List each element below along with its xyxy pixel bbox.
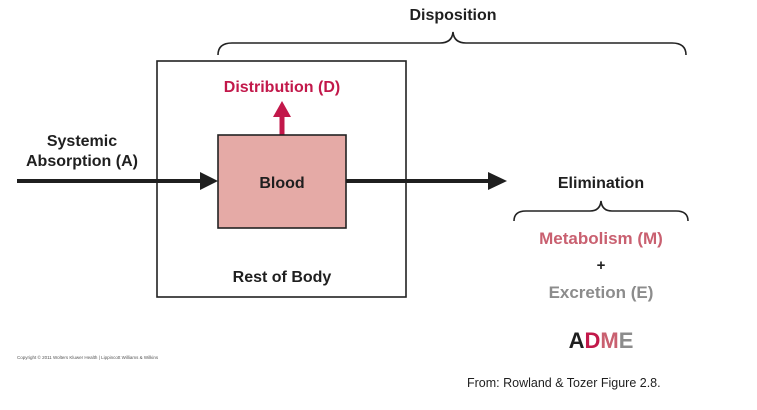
adme-letter-e: E <box>618 328 634 353</box>
adme-acronym <box>569 328 634 353</box>
elimination-arrow-head <box>488 172 507 190</box>
distribution-label: Distribution (D) <box>223 79 341 96</box>
adme-letter-d: D <box>584 328 601 353</box>
blood-label: Blood <box>259 175 305 192</box>
source-citation: From: Rowland & Tozer Figure 2.8. <box>467 376 661 390</box>
disposition-label: Disposition <box>409 7 497 24</box>
plus-sign: + <box>596 257 606 274</box>
adme-letter-m: M <box>600 328 619 353</box>
excretion-label: Excretion (E) <box>548 283 654 302</box>
absorption-label-line1: Systemic <box>46 133 118 150</box>
rest-of-body-label: Rest of Body <box>232 269 332 286</box>
elimination-label: Elimination <box>557 175 645 192</box>
adme-letter-a: A <box>568 328 585 353</box>
metabolism-label: Metabolism (M) <box>539 229 663 248</box>
disposition-brace <box>218 32 686 55</box>
absorption-label-line2: Absorption (A) <box>26 153 138 170</box>
elimination-brace <box>514 201 688 221</box>
copyright-text: Copyright © 2011 Wolters Kluwer Health | Lippincott Williams & Wilkins <box>17 355 159 360</box>
